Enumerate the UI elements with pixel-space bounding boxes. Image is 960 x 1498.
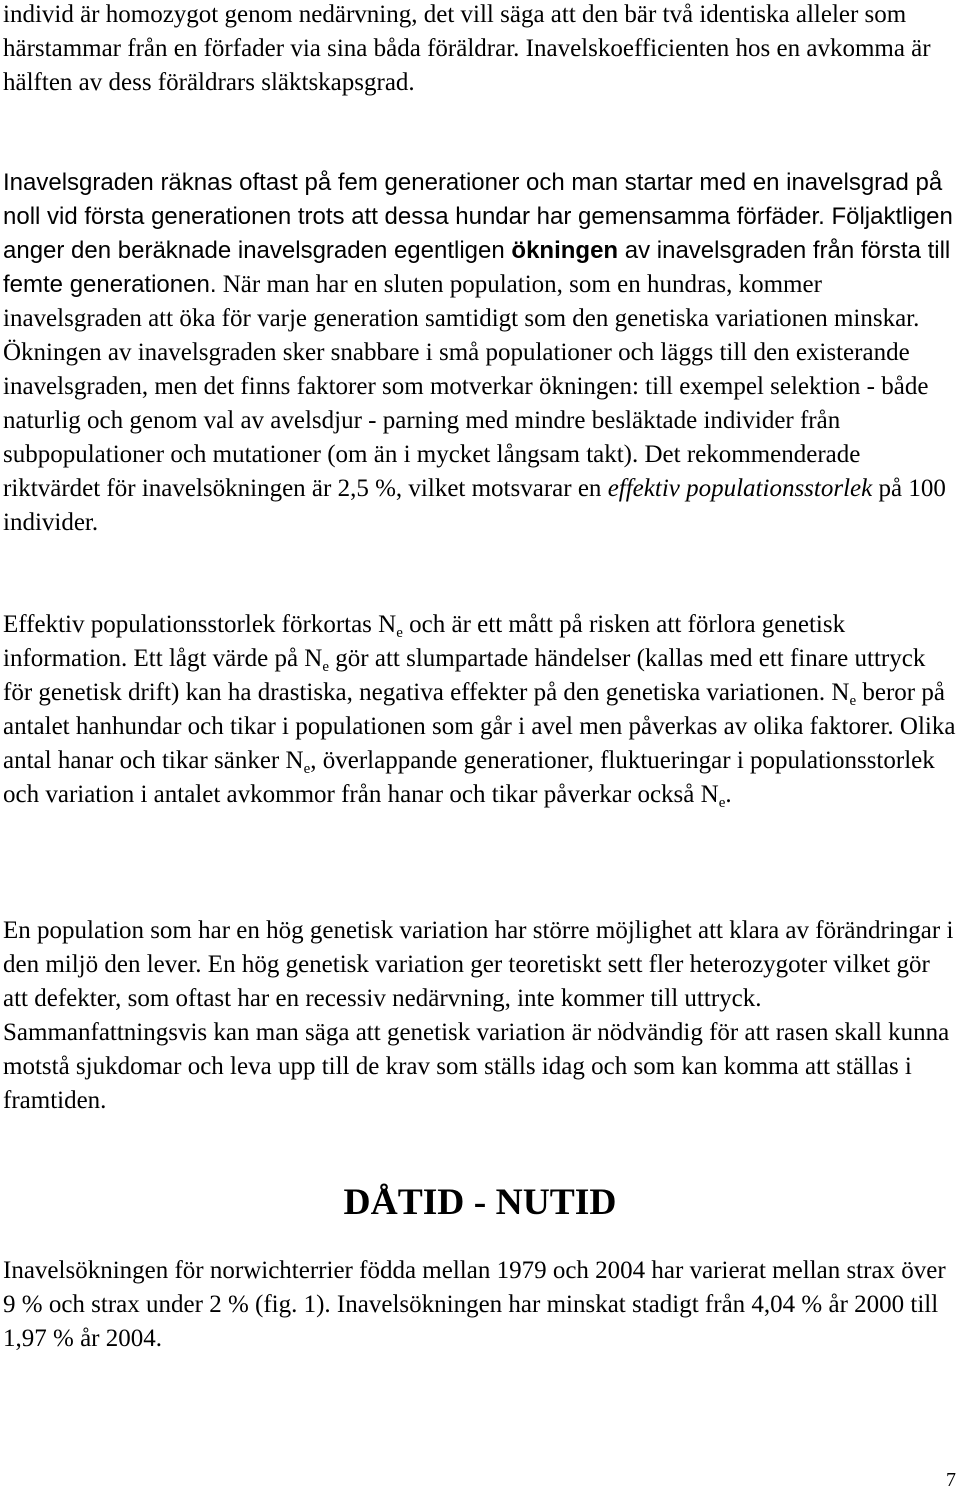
symbol-n: N xyxy=(304,645,323,672)
paragraph-genetic-variation: En population som har en hög genetisk variation har större möjlighet att klara av förändringar i den miljö den lever. En hög genetisk variation ger teoretiskt sett fler heterozygoter vilket gör att defekter, som oftast har en recessiv nedärvning, inte kommer till uttryck. Sammanfattningsvis kan man säga att genetisk variation är nödvändig för att rasen skall kunna motstå sjukdomar och leva upp till de krav som ställs idag och som kan komma att ställas i framtiden. xyxy=(3,917,954,1114)
subscript-e: e xyxy=(322,659,330,675)
page-number: 7 xyxy=(946,1469,956,1491)
symbol-n: N xyxy=(285,747,304,774)
subscript-e: e xyxy=(849,693,857,709)
symbol-ne xyxy=(831,679,857,709)
symbol-ne xyxy=(304,645,330,675)
subscript-e: e xyxy=(396,625,403,641)
paragraph-homozygosity: individ är homozygot genom nedärvning, det vill säga att den bär två identiska alleler som härstammar från en förfader via sina båda föräldrar. Inavelskoefficienten hos en avkomma är hälften av dess föräldrars släktskapsgrad. xyxy=(3,1,931,96)
emphasis-effective-population-size: effektiv populationsstorlek xyxy=(607,475,873,502)
subscript-e: e xyxy=(718,795,726,811)
symbol-ne xyxy=(700,781,726,811)
text-segment: Effektiv populationsstorlek förkortas xyxy=(3,611,379,638)
subscript-e: e xyxy=(303,761,311,777)
text-segment: . xyxy=(725,781,732,808)
symbol-n: N xyxy=(831,679,850,706)
paragraph-effective-population-size xyxy=(3,608,958,812)
paragraph-inbreeding-degree xyxy=(3,166,958,540)
symbol-n: N xyxy=(700,781,719,808)
emphasis-okningen: ökningen xyxy=(511,237,619,264)
paragraph-inbreeding-degree-body: När man har en sluten population, som en hundras, kommer inavelsgraden att öka för varje generation samtidigt som den genetiska variationen minskar. Ökningen av inavelsgraden sker snabbare i små populationer och läggs till den existerande inavelsgraden, men det finns faktorer som motverkar ökningen: till exempel selektion - både naturlig och genom val av avelsdjur - parning med mindre besläktade individer från subpopulationer och mutationer (om än i mycket långsam takt). Det rekommenderade riktvärdet för inavelsökningen är 2,5 %, vilket motsvarar en xyxy=(3,271,929,502)
symbol-n: N xyxy=(378,611,397,638)
section-heading: DÅTID - NUTID xyxy=(343,1182,617,1223)
paragraph-inbreeding-increase: Inavelsökningen för norwichterrier födda mellan 1979 och 2004 har varierat mellan strax över 9 % och strax under 2 % (fig. 1). Inavelsökningen har minskat stadigt från 4,04 % år 2000 till 1,97 % år 2004. xyxy=(3,1257,946,1352)
paragraph-inbreeding-degree-intro: Inavelsgraden räknas oftast på fem generationer och man startar med en inavelsgrad på noll vid första generationen trots att dessa hundar har gemensamma förfäder. Följaktligen anger den beräknade inavelsgraden egentligen xyxy=(3,169,953,264)
text-segment: , överlappande generationer, fluktueringar i populationsstorlek och variation i antalet avkommor från hanar och tikar påverkar också xyxy=(3,747,935,808)
text-segment: och är ett mått på risken att förlora genetisk information. Ett lågt värde på xyxy=(3,611,846,672)
text-segment: gör att slumpartade händelser (kallas med ett finare uttryck för genetisk drift) kan ha drastiska, negativa effekter på den genetiska variationen. xyxy=(3,645,926,706)
paragraph-inbreeding-degree-end: på 100 individer. xyxy=(3,475,946,536)
symbol-ne xyxy=(285,747,311,777)
paragraph-inbreeding-degree-intro-end: av inavelsgraden från första till femte generationen. xyxy=(3,237,951,298)
text-segment: beror på antalet hanhundar och tikar i populationen som går i avel men påverkas av olika faktorer. Olika antal hanar och tikar sänker xyxy=(3,679,956,774)
symbol-ne xyxy=(378,611,403,641)
